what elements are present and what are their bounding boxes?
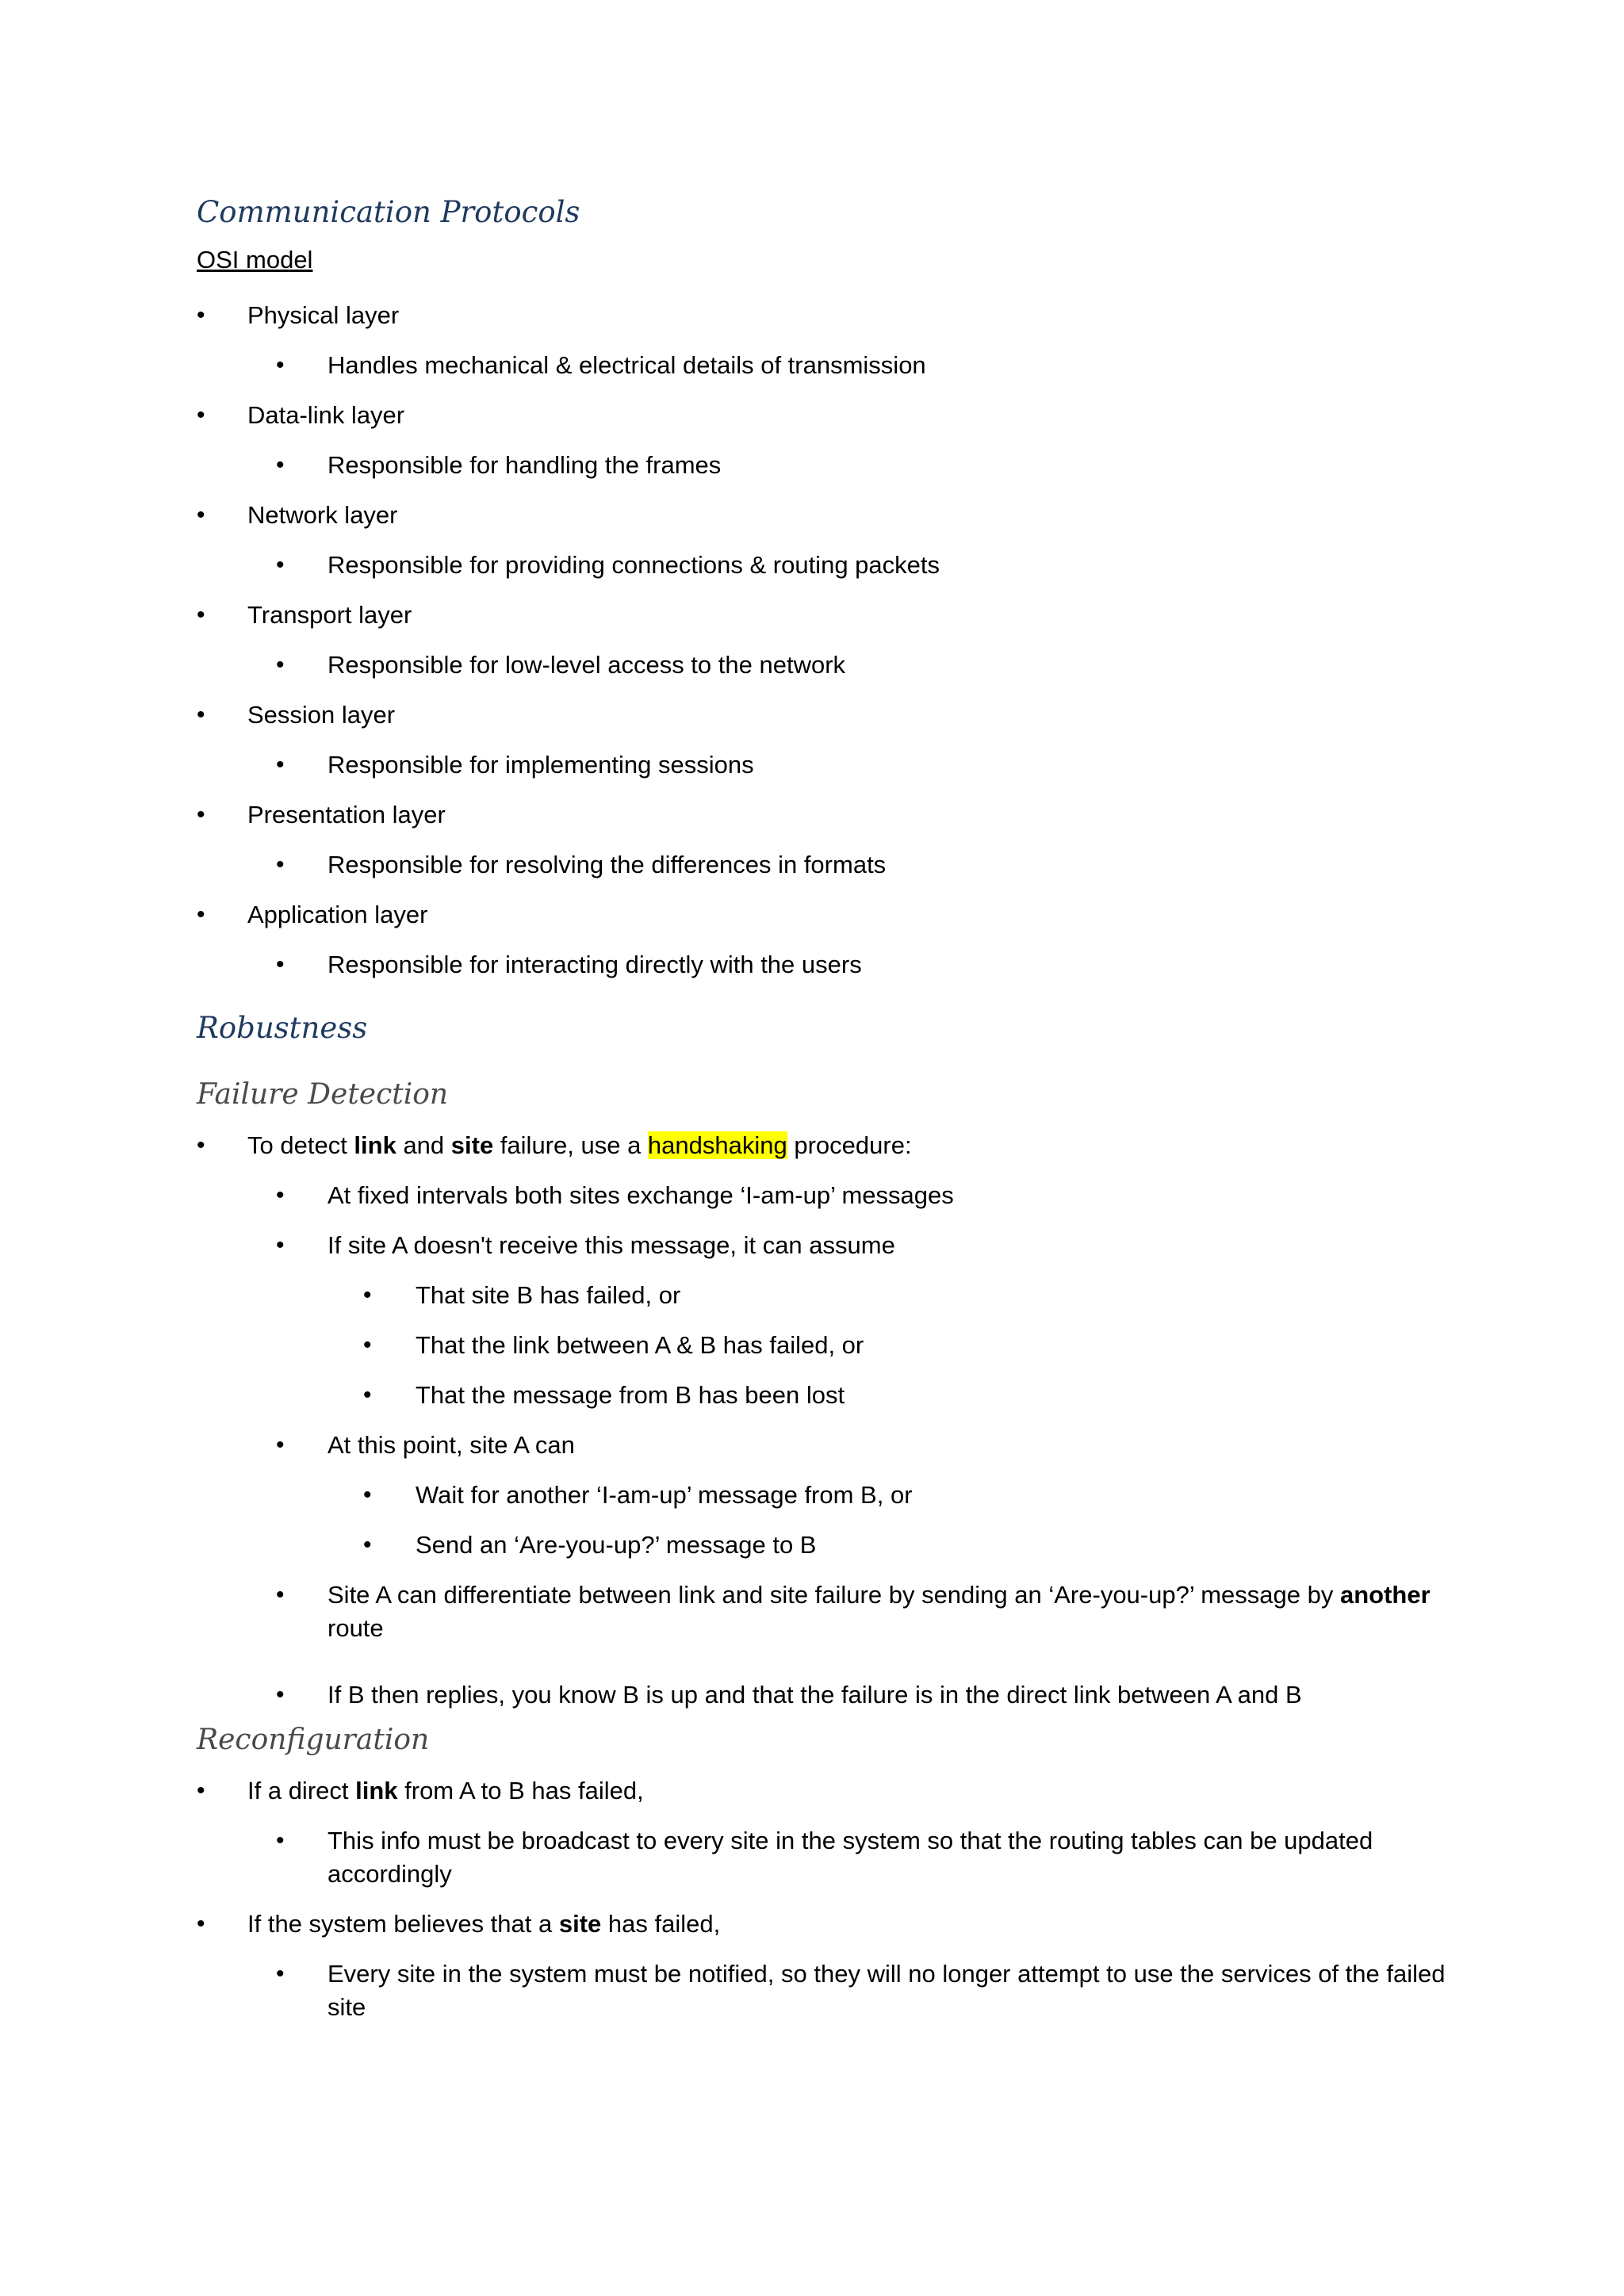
bullet-icon: • bbox=[363, 1532, 372, 1558]
bullet-icon: • bbox=[276, 1682, 285, 1708]
bullet-icon: • bbox=[197, 502, 205, 528]
bullet-icon: • bbox=[197, 302, 205, 328]
bullet-icon: • bbox=[363, 1382, 372, 1408]
heading-robustness: Robustness bbox=[197, 1011, 368, 1045]
bullet-icon: • bbox=[276, 951, 285, 978]
bullet-icon: • bbox=[197, 1777, 205, 1804]
bullet-icon: • bbox=[197, 901, 205, 928]
bullet-icon: • bbox=[276, 752, 285, 778]
bullet-icon: • bbox=[276, 652, 285, 678]
bullet-icon: • bbox=[276, 1182, 285, 1208]
document-page: Communication Protocols OSI model • Physical layer • Handles mechanical & electrical details of transmission • Data-link layer • Responsible for handling the frames • Network layer • Responsible for providing connections & routing packets • Transport layer • Responsible for low-level access to the network • Session layer • Responsible for implementing sessions • Presentation layer • Responsible for resolving the differences in formats • Application layer • Responsible for interacting directly with the users Robustness Failure Detection • To detect link and site failure, use a handshaking procedure: • At fixed intervals both sites exchange ‘I-am-up’ messages • If site A doesn't receive this message, it can assume • That site B has failed, or • That the link between A & B has failed, or • That the message from B has been lost • At this point, site A can • Wait for another ‘I-am-up’ message from B, or • Send an ‘Are-you-up?’ message to B • Site A can differentiate between link and site failure by sending an ‘Are-you-up?’ message by another route • If B then replies, you know B is up and that the failure is in the direct link between A and B Reconfiguration • If a direct link from A to B has failed, • This info must be broadcast to every site in the system so that the routing tables can be updated accordingly • If the system believes that a site has failed, • Every site in the system must be notified, so they will no longer attempt to use the services of the failed site bbox=[0, 0, 1624, 2296]
bullet-icon: • bbox=[276, 1432, 285, 1458]
bullet-icon: • bbox=[276, 1232, 285, 1258]
bullet-icon: • bbox=[197, 702, 205, 728]
bullet-icon: • bbox=[276, 1582, 285, 1608]
bullet-icon: • bbox=[276, 851, 285, 878]
bullet-icon: • bbox=[197, 1132, 205, 1158]
bullet-icon: • bbox=[276, 1827, 285, 1854]
bullet-icon: • bbox=[276, 452, 285, 478]
bullet-icon: • bbox=[276, 552, 285, 578]
subheading-osi-model: OSI model bbox=[197, 246, 313, 274]
heading-failure-detection: Failure Detection bbox=[197, 1078, 449, 1111]
bullet-icon: • bbox=[276, 1961, 285, 1987]
bullet-icon: • bbox=[276, 352, 285, 378]
heading-reconfiguration: Reconfiguration bbox=[197, 1724, 430, 1756]
bullet-icon: • bbox=[197, 802, 205, 828]
bullet-icon: • bbox=[363, 1282, 372, 1308]
heading-communication-protocols: Communication Protocols bbox=[197, 195, 580, 229]
highlighted-term: handshaking bbox=[647, 1131, 787, 1159]
bullet-icon: • bbox=[363, 1482, 372, 1508]
bullet-icon: • bbox=[197, 402, 205, 428]
bullet-icon: • bbox=[197, 1911, 205, 1937]
bullet-icon: • bbox=[197, 602, 205, 628]
bullet-icon: • bbox=[363, 1332, 372, 1358]
